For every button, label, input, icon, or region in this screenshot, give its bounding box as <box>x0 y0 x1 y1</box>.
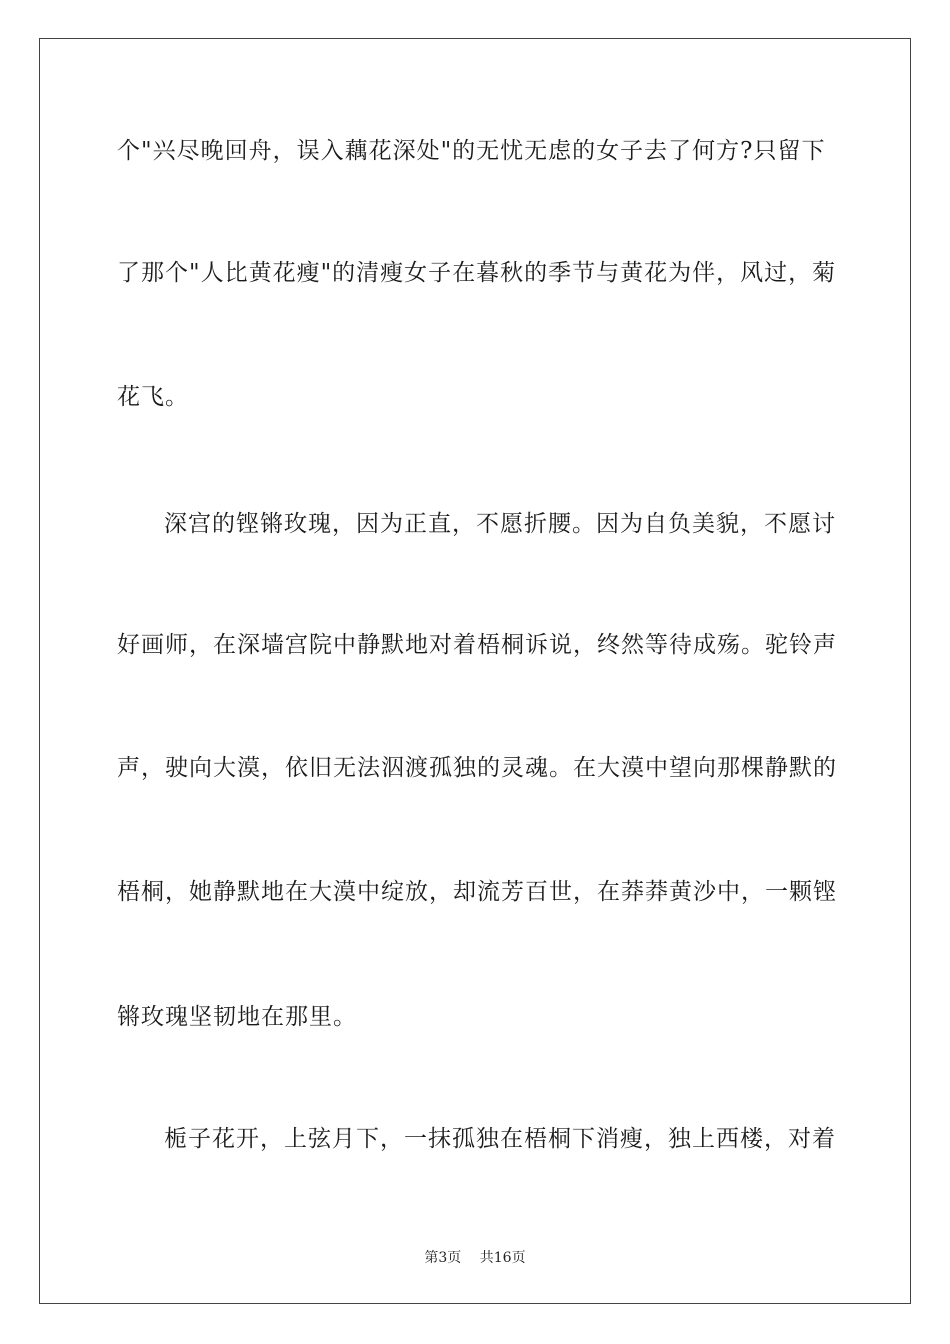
text-line: 梧桐，她静默地在大漠中绽放，却流芳百世，在莽莽黄沙中，一颗铿 <box>117 879 837 905</box>
page-number-current: 第3页 <box>424 1250 462 1266</box>
text-line: 好画师，在深墙宫院中静默地对着梧桐诉说，终然等待成殇。驼铃声 <box>117 632 837 658</box>
text-line: 声，驶向大漠，依旧无法泅渡孤独的灵魂。在大漠中望向那棵静默的 <box>117 755 837 781</box>
page-number-total: 共16页 <box>479 1250 526 1266</box>
text-line: 花飞。 <box>117 384 189 410</box>
text-line: 锵玫瑰坚韧地在那里。 <box>117 1004 357 1030</box>
paragraph-start-line: 深宫的铿锵玫瑰，因为正直，不愿折腰。因为自负美貌，不愿讨 <box>164 511 836 537</box>
paragraph-start-line: 栀子花开，上弦月下，一抹孤独在梧桐下消瘦，独上西楼，对着 <box>164 1126 836 1152</box>
page-footer <box>0 1249 950 1267</box>
page-border <box>39 38 911 1304</box>
text-line: 个"兴尽晚回舟，误入藕花深处"的无忧无虑的女子去了何方?只留下 <box>117 138 826 164</box>
text-line: 了那个"人比黄花瘦"的清瘦女子在暮秋的季节与黄花为伴，风过，菊 <box>117 260 837 286</box>
